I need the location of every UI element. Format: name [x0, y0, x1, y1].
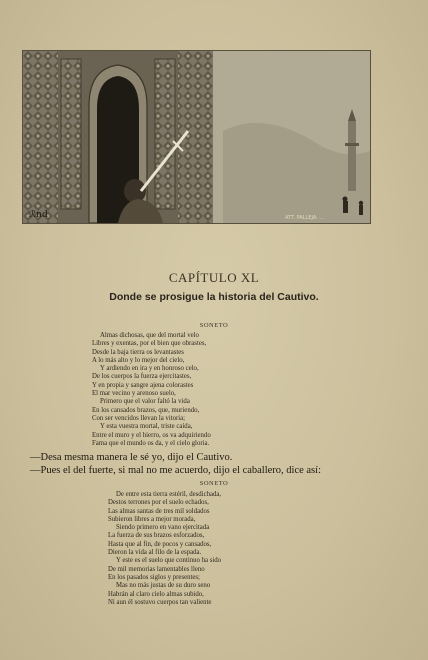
dialogue-line: —Pues el del fuerte, si mal no me acuerdo, dijo el caballero, dice así: — [30, 465, 321, 476]
verse-line: Entre el muro y el hierro, os va adquiriendo — [92, 431, 211, 439]
sonnet-verses — [92, 332, 211, 448]
verse-line: Subieron libres a mejor morada, — [108, 515, 196, 523]
verse-line: Con ser vencidos llevan la vitoria; — [92, 414, 186, 422]
verse-line: Y ardiendo en ira y en honroso celo, — [100, 365, 199, 373]
verse-line: A lo más alto y lo mejor del cielo, — [92, 356, 185, 364]
verse-line: Ni aun él sostuvo cuerpos tan valiente — [108, 598, 212, 606]
verse-line: De los cuerpos la fuerza ejercitastes, — [92, 373, 192, 381]
verse-line: Habrán al claro cielo almas subido, — [108, 590, 204, 598]
engraver-credit: ATT. PALLEJA. ... — [285, 215, 325, 221]
verse-line: En los cansados brazos, que, muriendo, — [92, 406, 200, 414]
verse-line: Fama que el mundo os da, y el cielo gloria. — [92, 439, 210, 447]
verse-line: Dieron la vida al filo de la espada. — [108, 549, 202, 557]
verse-line: Desde la baja tierra os levantastes — [92, 348, 184, 356]
chapter-title: CAPÍTULO XL — [168, 270, 260, 285]
verse-line: Las almas santas de tres mil soldados — [108, 507, 210, 515]
verse-line: Almas dichosas, que del mortal velo — [100, 332, 199, 339]
verse-line: La fuerza de sus brazos esforzados, — [108, 532, 205, 540]
verse-line: Y este es el suelo que continuo ha sido — [116, 557, 222, 565]
dialogue-line: —Desa mesma manera le sé yo, dijo el Cautivo. — [30, 452, 233, 463]
verse-line: Hasta que al fin, de pocos y cansados, — [108, 540, 212, 548]
artist-signature: ℛnd — [29, 210, 48, 220]
engraving-image — [23, 51, 370, 223]
verse-line: Libres y exentas, por el bien que obrastes, — [92, 340, 207, 348]
verse-line: Primero que el valor faltó la vida — [100, 398, 190, 406]
verse-line: Destos terrones por el suelo echados, — [108, 499, 209, 507]
verse-line: Mas no más justas de su duro seno — [116, 582, 211, 590]
sonnet-verses — [108, 491, 221, 607]
verse-line: Y esta vuestra mortal, triste caída, — [100, 423, 193, 431]
verse-line: El mar vecino y arenoso suelo, — [92, 390, 176, 398]
sonnet-heading: SONETO — [199, 480, 229, 487]
verse-line: De mil memorias lamentables lleno — [108, 565, 205, 573]
chapter-subtitle: Donde se prosigue la historia del Cautivo. — [109, 291, 319, 303]
verse-line: Y en propia y sangre ajena colorastes — [92, 381, 194, 389]
verse-line: De entre esta tierra estéril, desdichada, — [116, 491, 222, 498]
verse-line: Siendo primero en vano ejercitada — [116, 524, 210, 532]
verse-line: En los pasados siglos y presentes; — [108, 573, 200, 581]
chapter-illustration — [22, 50, 371, 224]
sonnet-heading: SONETO — [199, 322, 229, 329]
